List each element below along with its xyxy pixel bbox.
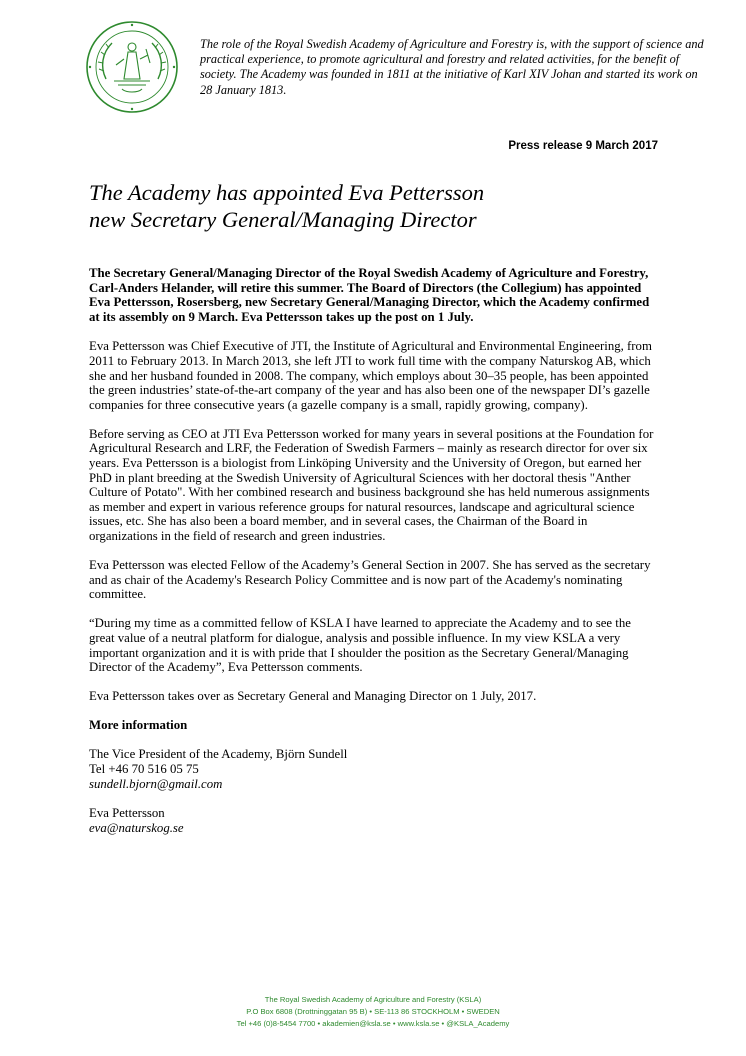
footer-contact: Tel +46 (0)8-5454 7700 • akademien@ksla.se • www.ksla.se • @KSLA_Academy [236, 1018, 510, 1028]
academy-seal-logo [84, 19, 180, 115]
contact-phone: Tel +46 70 516 05 75 [89, 762, 199, 777]
page-title [89, 179, 659, 233]
body-paragraph-3: Eva Pettersson was elected Fellow of the Academy’s General Section in 2007. She has served as the secretary and as chair of the Academy's Research Policy Committee and is now part of the Academy's nominating committee. [89, 558, 651, 602]
contact-name: The Vice President of the Academy, Björn Sundell [89, 747, 348, 762]
title-line-2: new Secretary General/Managing Director [89, 207, 477, 232]
body-paragraph-4: “During my time as a committed fellow of KSLA I have learned to appreciate the Academy and to see the great value of a neutral platform for dialogue, analysis and possible influence. In my view KSLA a very important organization and it is with pride that I shoulder the position as the Secretary General/Managing Director of the Academy”, Eva Pettersson comments. [89, 616, 631, 675]
contact-name: Eva Pettersson [89, 806, 165, 821]
body-paragraph-5: Eva Pettersson takes over as Secretary General and Managing Director on 1 July, 2017. [89, 689, 537, 704]
footer-address: P.O Box 6808 (Drottninggatan 95 B) • SE-113 86 STOCKHOLM • SWEDEN [246, 1006, 500, 1016]
contact-email-link[interactable]: eva@naturskog.se [89, 820, 184, 835]
more-information-heading: More information [89, 718, 188, 733]
press-release-date: Press release 9 March 2017 [508, 140, 658, 152]
press-release-body [89, 266, 659, 850]
footer-organization: The Royal Swedish Academy of Agriculture and Forestry (KSLA) [264, 995, 482, 1004]
lead-paragraph: The Secretary General/Managing Director of the Royal Swedish Academy of Agriculture and Forestry, Carl-Anders Helander, will retire this summer. The Board of Directors (the Collegium) has appointed Eva Pettersson, Rosersberg, new Secretary General/Managing Director, which the Academy confirmed at its assembly on 9 March. Eva Pettersson takes up the post on 1 July. [89, 266, 650, 324]
academy-intro-text: The role of the Royal Swedish Academy of Agriculture and Forestry is, with the support of science and practical experience, to promote agricultural and forestry and related activities, for the benefit of society. The Academy was founded in 1811 at the initiative of Karl XIV Johan and started its work on 28 January 1813. [200, 37, 704, 97]
body-paragraph-1: Eva Pettersson was Chief Executive of JTI, the Institute of Agricultural and Environmental Engineering, from 2011 to February 2013. In March 2013, she left JTI to work full time with the company Naturskog AB, which she and her husband founded in 2008. The company, which employs about 30–35 people, has been appointed the green industries’ state-of-the-art company of the year and has also been one of the newspaper DI’s gazelle companies for three consecutive years (a gazelle company is a small, rapidly growing, company). [89, 339, 652, 412]
contact-email-link[interactable]: sundell.bjorn@gmail.com [89, 776, 223, 791]
contact-eva-pettersson [89, 806, 659, 835]
contact-vice-president [89, 747, 659, 791]
page-footer [0, 994, 746, 1029]
body-paragraph-2: Before serving as CEO at JTI Eva Pettersson worked for many years in several positions at the Foundation for Agricultural Research and LRF, the Federation of Swedish Farmers – mainly as research director for over six years. Eva Pettersson is a biologist from Linköping University and the University of Oregon, but earned her PhD in plant breeding at the Swedish University of Agricultural Sciences with her doctoral thesis "Anther Culture of Potato". With her combined research and business background she has held numerous assignments as member and expert in various reference groups for natural resources, landscape and agricultural science issues, etc. She has also been a board member, and in several cases, the Chairman of the Board in organizations in the field of research and green industries. [89, 426, 654, 543]
title-line-1: The Academy has appointed Eva Pettersson [89, 180, 485, 205]
